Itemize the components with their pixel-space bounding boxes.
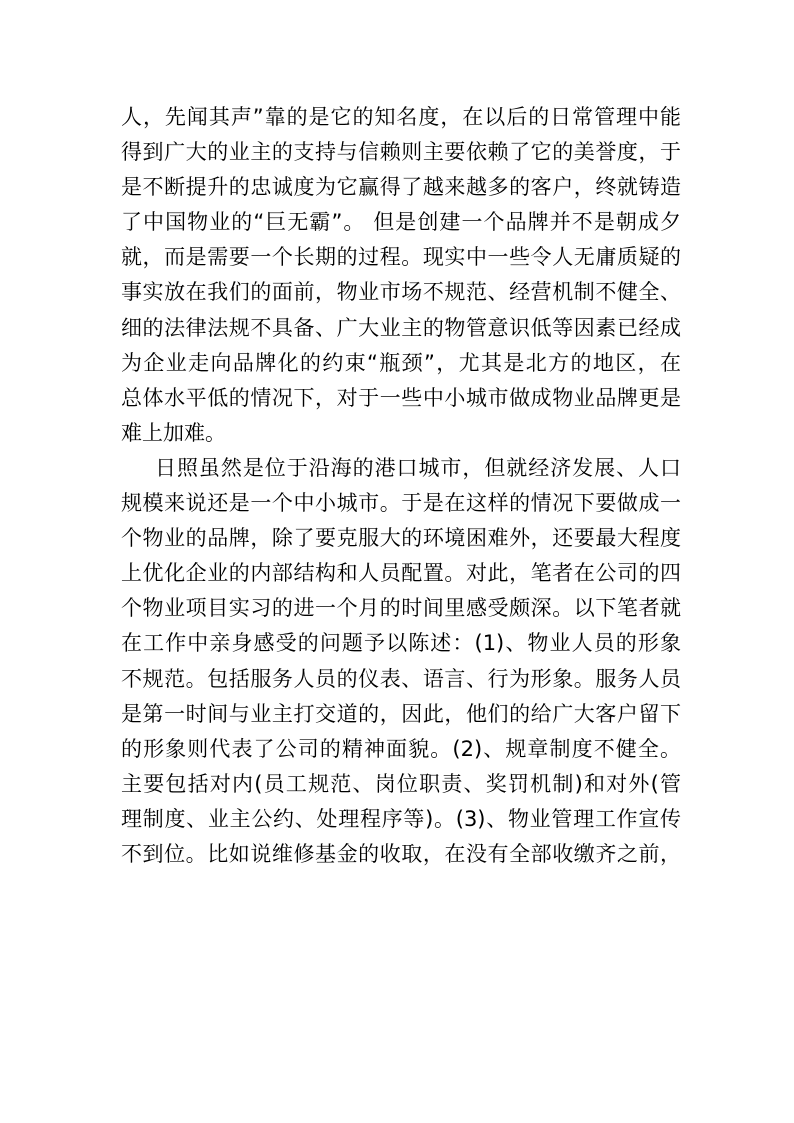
text-line: 不规范。包括服务人员的仪表、语言、行为形象。服务人员	[121, 666, 681, 691]
text-line: 是第一时间与业主打交道的，因此，他们的给广大客户留下	[121, 701, 681, 726]
text-line: 就，而是需要一个长期的过程。现实中一些令人无庸质疑的	[121, 245, 681, 270]
text-line: 人，先闻其声”靠的是它的知名度，在以后的日常管理中能	[121, 105, 681, 129]
text-line: 的形象则代表了公司的精神面貌。(2)、规章制度不健全。	[121, 736, 681, 761]
text-line: 主要包括对内(员工规范、岗位职责、奖罚机制)和对外(管	[121, 771, 681, 796]
text-line: 细的法律法规不具备、广大业主的物管意识低等因素已经成	[121, 315, 681, 340]
text-line: 事实放在我们的面前，物业市场不规范、经营机制不健全、	[121, 280, 681, 305]
text-line: 了中国物业的“巨无霸”。 但是创建一个品牌并不是朝成夕	[121, 210, 681, 235]
text-line: 是不断提升的忠诚度为它赢得了越来越多的客户，终就铸造	[121, 175, 681, 200]
text-line: 为企业走向品牌化的约束“瓶颈”，尤其是北方的地区，在	[121, 350, 681, 375]
text-line: 得到广大的业主的支持与信赖则主要依赖了它的美誉度，于	[121, 140, 681, 165]
text-line-paragraph-end: 难上加难。	[121, 420, 226, 445]
text-line-paragraph-start: 日照虽然是位于沿海的港口城市，但就经济发展、人口	[155, 455, 681, 480]
text-line: 总体水平低的情况下，对于一些中小城市做成物业品牌更是	[121, 385, 681, 410]
text-line: 个物业项目实习的进一个月的时间里感受颇深。以下笔者就	[121, 596, 681, 621]
text-line: 个物业的品牌，除了要克服大的环境困难外，还要最大程度	[121, 526, 681, 551]
text-line: 规模来说还是一个中小城市。于是在这样的情况下要做成一	[121, 491, 681, 516]
text-line: 理制度、业主公约、处理程序等)。(3)、物业管理工作宣传	[121, 806, 681, 831]
text-line: 不到位。比如说维修基金的收取，在没有全部收缴齐之前，	[121, 841, 681, 866]
body-text	[121, 100, 681, 872]
text-line: 在工作中亲身感受的问题予以陈述：(1)、物业人员的形象	[121, 631, 681, 656]
text-line: 上优化企业的内部结构和人员配置。对此，笔者在公司的四	[121, 561, 681, 586]
